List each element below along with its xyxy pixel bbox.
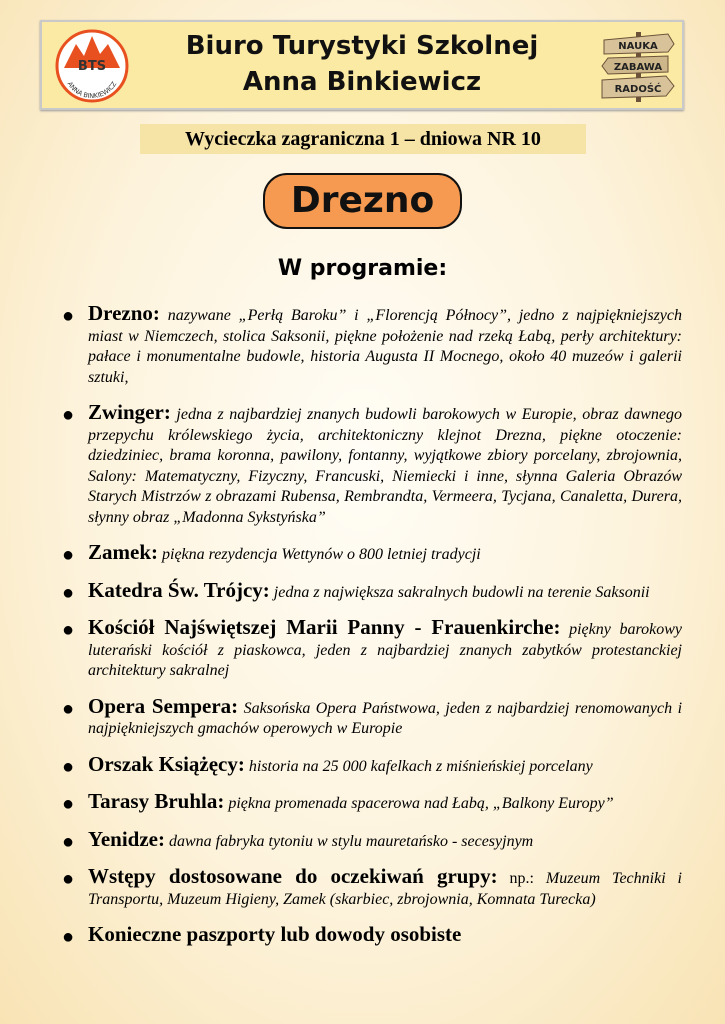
item-name: Konieczne paszporty lub dowody osobiste	[88, 922, 462, 946]
list-item	[62, 693, 683, 740]
bullet-icon: ●	[62, 926, 75, 948]
item-description: piękna promenada spacerowa nad Łabą, „Balkony Europy”	[228, 795, 614, 812]
bullet-icon: ●	[62, 581, 75, 604]
brand-line-1: Biuro Turystyki Szkolnej	[185, 31, 539, 61]
item-description: Muzeum Techniki i Transportu, Muzeum Higieny, Zamek (skarbiec, zbrojownia, Komnata Turecka)	[88, 870, 682, 908]
item-description: piękny barokowy luterański kościół z piaskowca, jeden z najbardziej znanych zabytków protestanckiej architektury sakralnej	[88, 621, 683, 679]
item-name: Orszak Książęcy:	[88, 751, 245, 776]
bullet-icon: ●	[62, 755, 75, 778]
item-name: Drezno:	[88, 301, 160, 325]
item-description: jedna z najbardziej znanych budowli barokowych w Europie, obraz dawnego przepychu królewskiego życia, architektoniczny klejnot Drezna, piękne otoczenie: dziedziniec, brama koronna, pawilony, fontanny, wyjątkowe zbiory porcelany, zbrojownia, Salony: Matematyczny, Fizyczny, Francuski, Niemiecki i inne, słynna Galeria Obrazów Starych Mistrzów z obrazami Rubensa, Rembrandta, Vermeera, Tycjana, Canaletta, Durera, słynny obraz „Madonna Sykstyńska”	[88, 406, 683, 526]
item-description: dawna fabryka tytoniu w stylu mauretańsko - secesyjnym	[169, 832, 534, 850]
list-item	[62, 542, 682, 566]
sign-word-1: NAUKA	[618, 41, 658, 52]
item-name: Kościół Najświętszej Marii Panny - Frauenkirche:	[88, 615, 561, 639]
list-item	[62, 751, 682, 778]
logo-ring-text: ANNA BINKIEWICZ	[65, 80, 119, 101]
bullet-icon: ●	[62, 404, 75, 426]
program-list	[62, 303, 682, 948]
item-name: Katedra Św. Trójcy:	[88, 577, 270, 602]
bullet-icon: ●	[62, 830, 75, 853]
list-item	[62, 924, 682, 948]
item-note: np.:	[509, 870, 534, 887]
bullet-icon: ●	[62, 868, 75, 890]
list-item	[62, 866, 682, 910]
signpost-icon	[598, 28, 678, 104]
item-name: Opera Sempera:	[88, 693, 239, 718]
item-name: Zamek:	[88, 540, 158, 564]
list-item	[62, 402, 682, 528]
bullet-icon: ●	[62, 544, 75, 566]
city-title: Drezno	[263, 173, 462, 229]
item-description: piękna rezydencja Wettynów o 800 letniej tradycji	[162, 546, 481, 563]
item-description: Saksońska Opera Państwowa, jeden z najbardziej renomowanych i najpiękniejszych gmachów operowych w Europie	[88, 699, 683, 737]
list-item	[62, 791, 682, 815]
trip-subtitle: Wycieczka zagraniczna 1 – dniowa NR 10	[140, 124, 586, 154]
bullet-icon: ●	[62, 305, 75, 327]
sign-word-3: RADOŚĆ	[614, 84, 662, 95]
brand-title	[152, 28, 572, 100]
list-item	[62, 577, 682, 604]
item-name: Tarasy Bruhla:	[88, 789, 225, 813]
sign-word-2: ZABAWA	[613, 62, 663, 73]
item-description: jedna z największa sakralnych budowli na terenie Saksonii	[273, 583, 650, 601]
bullet-icon: ●	[62, 619, 75, 641]
brand-line-2: Anna Binkiewicz	[242, 67, 482, 97]
list-item	[62, 826, 682, 853]
header-banner	[40, 20, 684, 110]
bullet-icon: ●	[62, 793, 75, 815]
list-item	[62, 617, 682, 682]
bullet-icon: ●	[62, 697, 75, 720]
item-name: Yenidze:	[88, 826, 165, 851]
list-item	[62, 303, 682, 388]
item-name: Wstępy dostosowane do oczekiwań grupy:	[88, 864, 498, 888]
bts-logo	[54, 28, 130, 104]
item-description: historia na 25 000 kafelkach z miśnieńskiej porcelany	[248, 757, 593, 775]
item-description: nazywane „Perłą Baroku” i „Florencją Północy”, jedno z najpiękniejszych miast w Niemczech, stolica Saksonii, piękne położenie nad rzeką Łabą, perły architektury: pałace i monumentalne budowle, historia Augusta II Mocnego, około 40 muzeów i galerii sztuki,	[88, 307, 682, 386]
program-heading: W programie:	[277, 256, 448, 281]
logo-text: BTS	[77, 59, 107, 74]
item-name: Zwinger:	[88, 400, 171, 424]
